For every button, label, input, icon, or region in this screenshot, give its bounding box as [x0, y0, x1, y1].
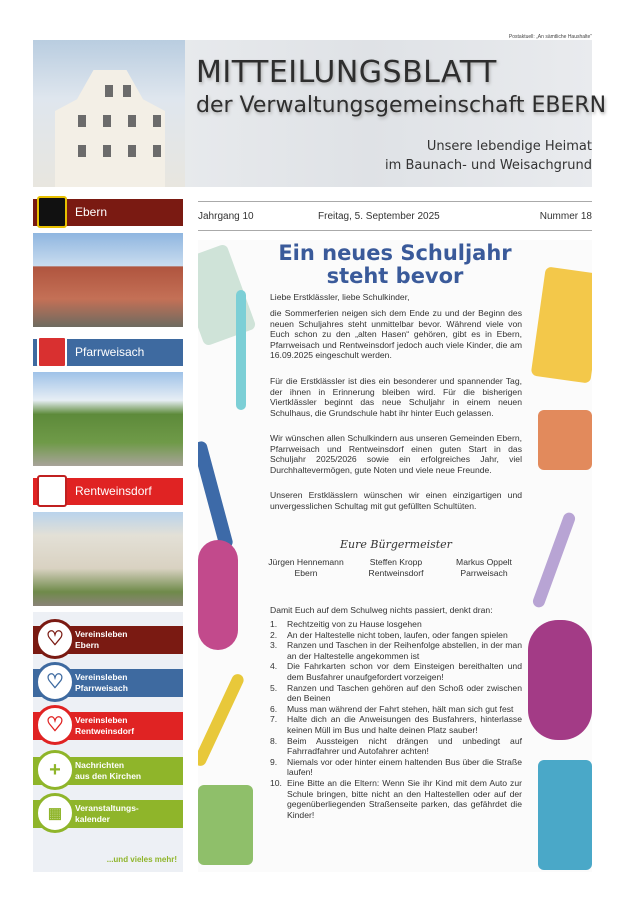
divider [198, 230, 592, 231]
tip-number: 9. [270, 756, 278, 767]
tip-text: Muss man während der Fahrt stehen, hält man sich gut fest [287, 703, 514, 714]
signer-place: Ebern [294, 568, 318, 578]
signature: Eure Bürgermeister [340, 538, 452, 551]
municipality-label: Pfarrweisach [75, 345, 145, 359]
link-label: Ebern [75, 640, 100, 650]
article-title-line: Ein neues Schuljahr [278, 241, 512, 265]
paint-box-illustration [198, 785, 253, 865]
rentweinsdorf-photo [33, 512, 183, 606]
signer-name: Steffen Kropp [369, 557, 423, 567]
pencil-case-illustration [538, 760, 592, 870]
signer [346, 557, 446, 579]
tip-number: 1. [270, 619, 278, 629]
tip-number: 7. [270, 714, 278, 725]
tip-item [270, 778, 522, 820]
signer-name: Jürgen Hennemann [268, 557, 344, 567]
crayon-illustration [198, 440, 234, 550]
crayon-illustration [198, 672, 246, 768]
tip-number: 10. [270, 777, 282, 788]
tip-item [270, 736, 522, 757]
tip-number: 5. [270, 682, 278, 693]
link-label: Veranstaltungs- [75, 803, 139, 813]
article-title-line: steht bevor [326, 264, 464, 288]
list-intro: Damit Euch auf dem Schulweg nichts passiert, denkt dran: [270, 605, 493, 615]
town-hall-photo [33, 40, 185, 187]
tagline: im Baunach- und Weisachgrund [385, 158, 592, 173]
tip-text: Rechtzeitig von zu Hause losgehen [287, 619, 422, 629]
greeting: Liebe Erstklässler, liebe Schulkinder, [270, 292, 410, 302]
link-panel [33, 612, 183, 872]
ebern-town-hall-photo [33, 233, 183, 327]
tip-item [270, 640, 522, 661]
paragraph: die Sommerferien neigen sich dem Ende zu und der Beginn des neuen Schuljahres steht unmittelbar bevor. Während viele von Euch schon zu den „alten Hasen“ gehören, gibt es in Ebern, Pfarrweisach und Rentweinsdorf jedoch auch viele Kinder, die am 16.09.2025 eingeschult werden. [270, 308, 522, 361]
municipality-pfarrweisach[interactable] [33, 339, 183, 366]
tip-item [270, 619, 522, 630]
pfarrweisach-photo [33, 372, 183, 466]
tip-text: Die Fahrkarten schon vor dem Einsteigen bereithalten und dem Busfahrer unaufgefordert vorzeigen! [287, 661, 522, 682]
tip-text: Halte dich an die Anweisungen des Busfahrers, hinterlasse keinen Müll im Bus und halte deinen Platz sauber! [287, 714, 522, 735]
tip-text: Beim Aussteigen nicht drängen und unbedingt auf Fahrradfahrer und Autofahrer achten! [287, 735, 522, 757]
link-church-news[interactable] [33, 757, 183, 785]
municipality-label: Rentweinsdorf [75, 484, 152, 498]
ebern-crest-icon [37, 196, 67, 228]
pencil-illustration [531, 511, 576, 609]
postal-note: Postaktuell: „An sämtliche Haushalte“ [508, 34, 592, 40]
tagline: Unsere lebendige Heimat [426, 139, 592, 154]
tip-item [270, 661, 522, 682]
newsletter-subtitle: der Verwaltungsgemeinschaft EBERN [196, 93, 607, 118]
tip-number: 4. [270, 661, 278, 672]
tip-number: 6. [270, 703, 278, 714]
divider [198, 201, 592, 202]
heart-people-icon: ♡ [35, 619, 75, 659]
link-vereinsleben-ebern[interactable] [33, 626, 183, 654]
link-vereinsleben-pfarrweisach[interactable] [33, 669, 183, 697]
link-label: Vereinsleben [75, 629, 128, 639]
link-label: Vereinsleben [75, 715, 128, 725]
paint-box-illustration [538, 410, 592, 470]
municipality-rentweinsdorf[interactable] [33, 478, 183, 505]
link-label: kalender [75, 814, 110, 824]
paragraph: Wir wünschen allen Schulkindern aus unseren Gemeinden Ebern, Pfarrweisach und Rentweinsdorf einen guten Start in das Schuljahr 2025/2026 sowie ein erfolgreiches Jahr, viel Durchhaltevermögen, gute Noten und viele neue Freunde. [270, 433, 522, 475]
pouch-illustration [198, 540, 238, 650]
volume: Jahrgang 10 [198, 211, 254, 222]
link-label: aus den Kirchen [75, 771, 142, 781]
signer [256, 557, 356, 579]
link-label: Rentweinsdorf [75, 726, 135, 736]
tip-item [270, 714, 522, 735]
newsletter-title: MITTEILUNGSBLATT [196, 55, 497, 90]
pfarrweisach-crest-icon [37, 336, 67, 368]
cross-icon: + [35, 750, 75, 790]
heart-people-icon: ♡ [35, 705, 75, 745]
pencil-case-illustration [198, 243, 257, 346]
municipality-ebern[interactable] [33, 199, 183, 226]
tip-item [270, 757, 522, 778]
paragraph: Unseren Erstklässlern wünschen wir einen einzigartigen und unvergesslichen Schultag mit gut gefüllten Schultüten. [270, 490, 522, 511]
tip-number: 8. [270, 735, 278, 746]
tip-item [270, 630, 522, 641]
link-label: Nachrichten [75, 760, 125, 770]
paragraph: Für die Erstklässler ist dies ein besonderer und spannender Tag, der ihnen in Erinnerung bleiben wird. Für die bisherigen Viertklässler beginnt das neue Schuljahr in einem neuen Schulhaus, die Grundschule habt ihr hinter Euch gelassen. [270, 376, 522, 418]
tip-item [270, 704, 522, 715]
tip-number: 3. [270, 640, 278, 651]
heart-people-icon: ♡ [35, 662, 75, 702]
tip-text: Ranzen und Taschen in der Reihenfolge abstellen, in der man an der Haltestelle angekommen ist [287, 640, 522, 661]
backpack-illustration [528, 620, 592, 740]
tip-item [270, 683, 522, 704]
link-event-calendar[interactable] [33, 800, 183, 828]
tip-text: Niemals vor oder hinter einem haltenden Bus über die Straße laufen! [287, 756, 522, 778]
tip-number: 2. [270, 629, 278, 640]
signer-place: Parrweisach [460, 568, 508, 578]
issue-number: Nummer 18 [539, 211, 592, 222]
tip-text: Ranzen und Taschen gehören auf den Schoß oder zwischen den Beinen [287, 682, 522, 704]
signer-place: Rentweinsdorf [368, 568, 424, 578]
more-link[interactable]: ...und vieles mehr! [106, 855, 177, 864]
calendar-icon: ▦ [35, 793, 75, 833]
tip-text: Eine Bitte an die Eltern: Wenn Sie ihr Kind mit dem Auto zur Schule bringen, bitte nicht an den Haltestellen oder auf der gegenüberliegenden Straßenseite parken, das gefährdet die Kinder! [287, 777, 522, 820]
link-vereinsleben-rentweinsdorf[interactable] [33, 712, 183, 740]
rentweinsdorf-crest-icon [37, 475, 67, 507]
pen-illustration [236, 290, 246, 410]
signer [434, 557, 534, 579]
issue-date: Freitag, 5. September 2025 [318, 211, 440, 222]
link-label: Vereinsleben [75, 672, 128, 682]
notebook-illustration [531, 266, 592, 383]
link-label: Pfarrweisach [75, 683, 128, 693]
signer-name: Markus Oppelt [456, 557, 512, 567]
safety-tips-list [270, 619, 522, 820]
municipality-label: Ebern [75, 205, 108, 219]
tip-text: An der Haltestelle nicht toben, laufen, oder fangen spielen [287, 629, 508, 640]
article-title [260, 242, 530, 288]
